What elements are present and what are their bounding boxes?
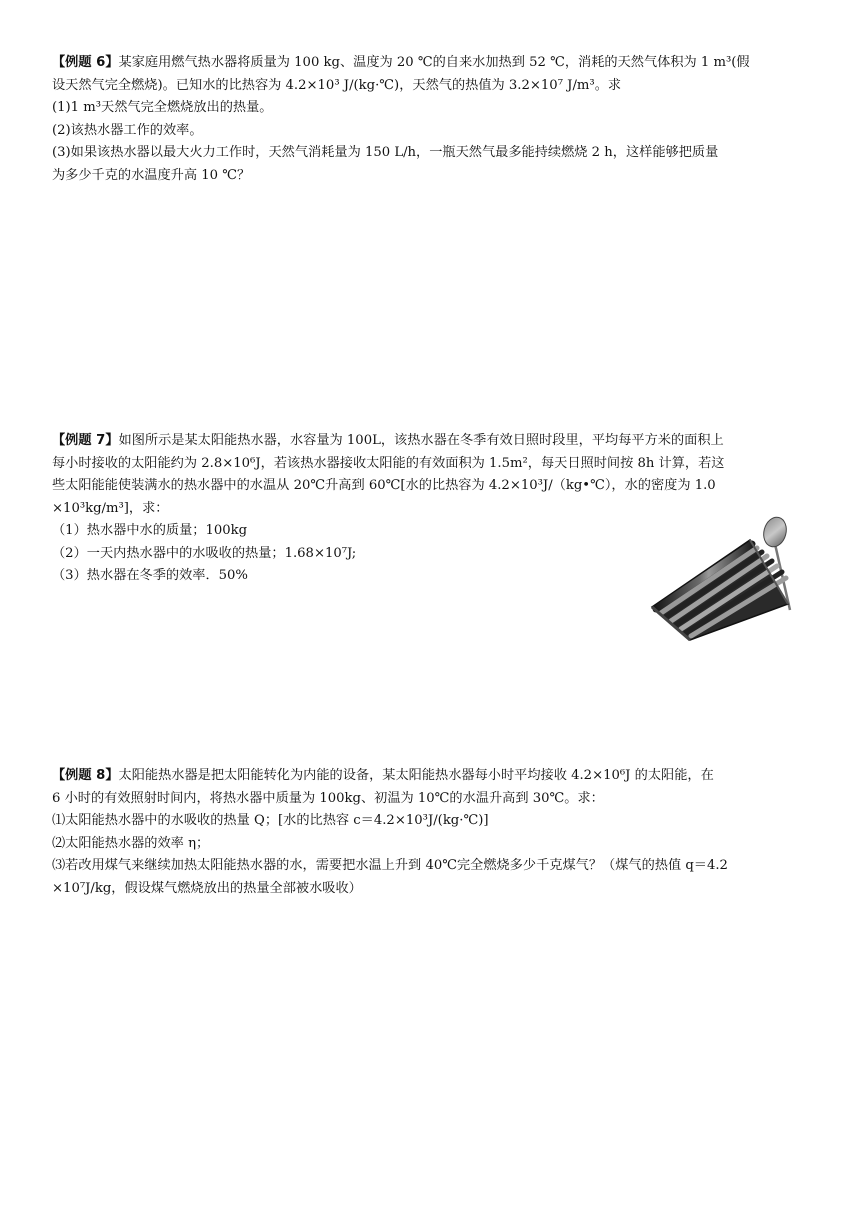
problem-title: 【例题 7】: [52, 433, 119, 448]
problem-8: [52, 765, 812, 900]
problem-line: [52, 52, 812, 75]
question-3: （3）热水器在冬季的效率．50%: [52, 568, 248, 583]
problem-line: [52, 765, 812, 788]
problem-text: 如图所示是某太阳能热水器，水容量为 100L，该热水器在冬季有效日照时段里，平均每平方米的面积上: [118, 433, 724, 448]
problem-line: 设天然气完全燃烧)。已知水的比热容为 4.2×10³ J/(kg·℃)，天然气的热值为 3.2×10⁷ J/m³。求: [52, 77, 622, 93]
problem-6: [52, 52, 812, 187]
problem-title: 【例题 6】: [52, 55, 119, 70]
question-1: （1）热水器中水的质量；100kg: [52, 523, 248, 538]
question-2: ⑵太阳能热水器的效率 η；: [52, 835, 210, 851]
problem-text: 太阳能热水器是把太阳能转化为内能的设备，某太阳能热水器每小时平均接收 4.2×10⁶J 的太阳能，在: [118, 768, 714, 783]
question-3: (3)如果该热水器以最大火力工作时，天然气消耗量为 150 L/h，一瓶天然气最多能持续燃烧 2 h，这样能够把质量: [52, 145, 719, 160]
question-2: （2）一天内热水器中的水吸收的热量；1.68×10⁷J;: [52, 545, 357, 561]
problem-text: 某家庭用燃气热水器将质量为 100 kg、温度为 20 ℃的自来水加热到 52 ℃，消耗的天然气体积为 1 m³(假: [118, 55, 750, 70]
question-3: ⑶若改用煤气来继续加热太阳能热水器的水，需要把水温上升到 40℃完全燃烧多少千克煤气？（煤气的热值 q＝4.2: [52, 858, 728, 873]
problem-line: 每小时接收的太阳能约为 2.8×10⁶J，若该热水器接收太阳能的有效面积为 1.5m²，每天日照时间按 8h 计算，若这: [52, 455, 725, 471]
problem-line: 6 小时的有效照射时间内，将热水器中质量为 100kg、初温为 10℃的水温升高到 30℃。求：: [52, 790, 604, 806]
question-1: ⑴太阳能热水器中的水吸收的热量 Q；[水的比热容 c＝4.2×10³J/(kg·℃)]: [52, 813, 489, 828]
solar-water-heater-icon: [640, 512, 820, 642]
problem-line: 为多少千克的水温度升高 10 ℃？: [52, 167, 251, 183]
problem-line: ×10³kg/m³]，求：: [52, 500, 169, 516]
problem-line: 些太阳能能使装满水的热水器中的水温从 20℃升高到 60℃[水的比热容为 4.2×10³J/（kg•℃），水的密度为 1.0: [52, 478, 716, 493]
question-2: (2)该热水器工作的效率。: [52, 122, 203, 138]
problem-line: [52, 430, 812, 453]
question-1: (1)1 m³天然气完全燃烧放出的热量。: [52, 100, 273, 115]
problem-title: 【例题 8】: [52, 768, 119, 783]
problem-line: ×10⁷J/kg，假设煤气燃烧放出的热量全部被水吸收）: [52, 880, 362, 896]
